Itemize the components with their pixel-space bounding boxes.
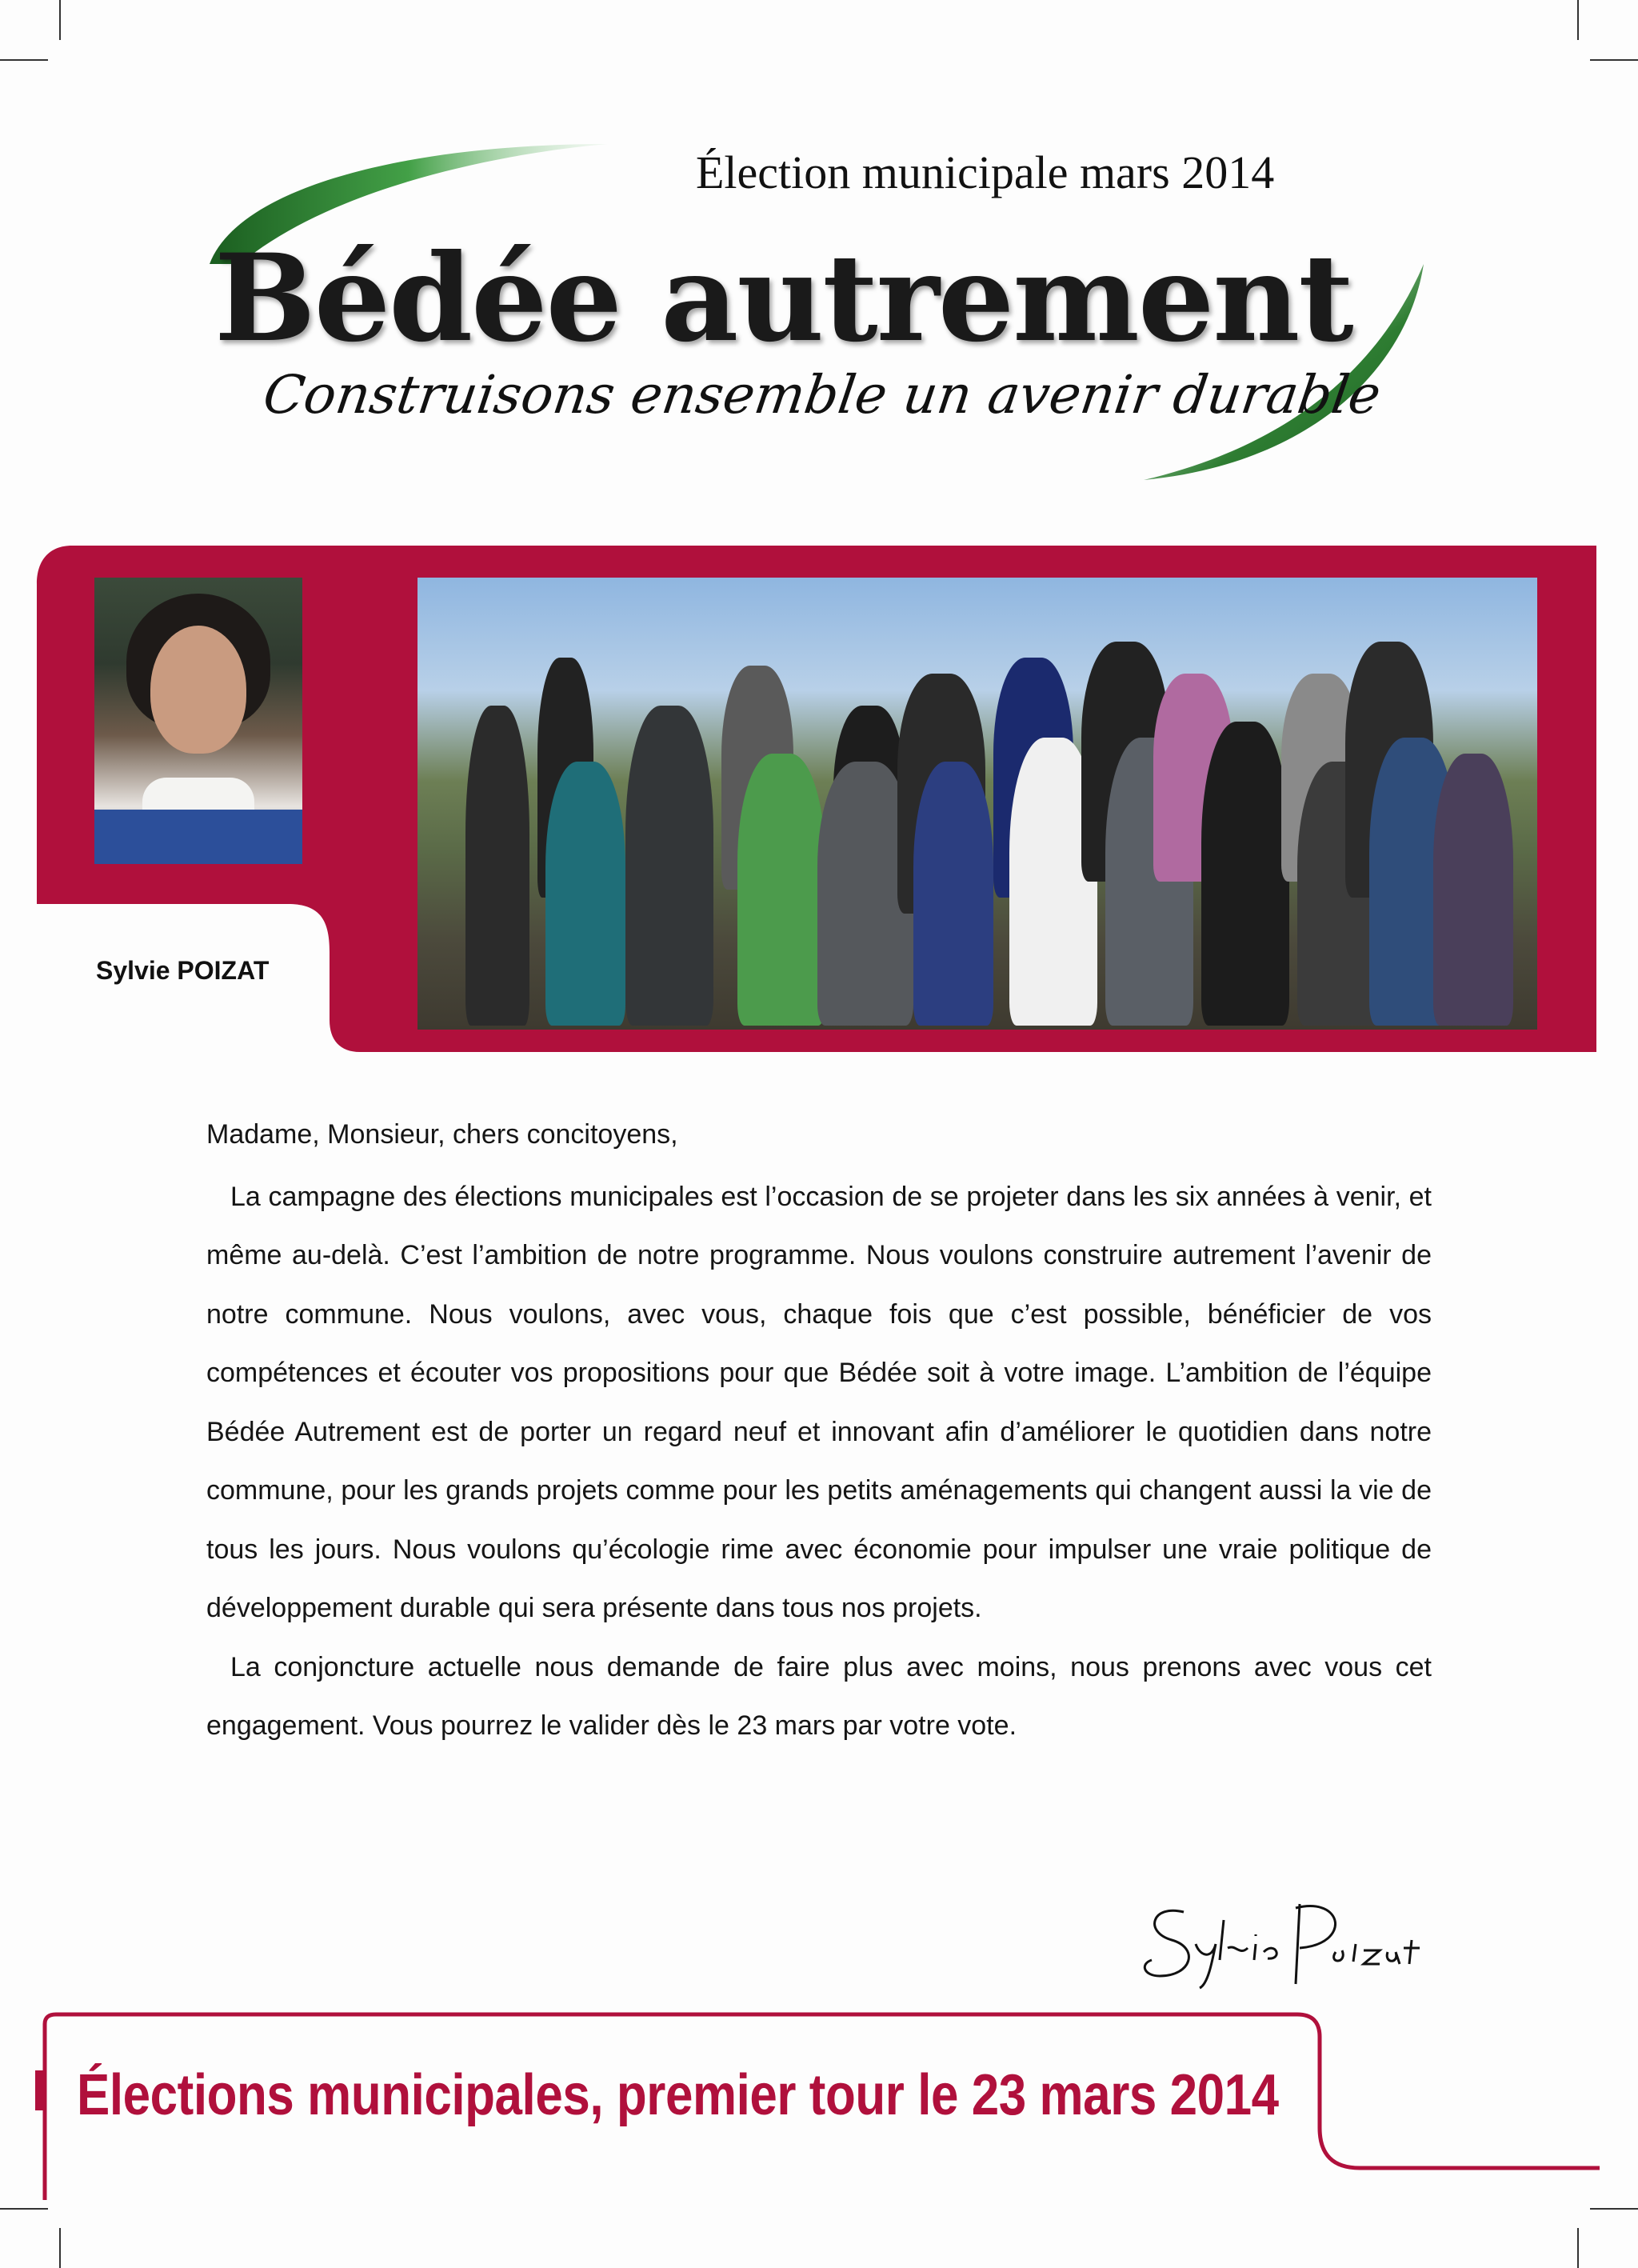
brand-title: Bédée autrement [214,228,1352,369]
candidate-portrait [94,578,302,864]
letter-greeting: Madame, Monsieur, chers concitoyens, [206,1119,678,1150]
portrait-caption: Sylvie POIZAT [96,956,270,985]
footer-election-date: Élections municipales, premier tour le 23 mars 2014 [77,2063,1279,2127]
letter-body [206,1106,1432,1756]
crop-mark [0,2208,48,2210]
handwritten-signature [1136,1888,1424,1992]
crop-mark [59,2228,61,2268]
letter-paragraph: La conjoncture actuelle nous demande de faire plus avec moins, nous prenons avec vous cet engagement. Vous pourrez le valider dès le 23 mars par votre vote. [206,1651,1432,1741]
election-subtitle: Élection municipale mars 2014 [696,146,1275,198]
crop-mark [1577,2228,1579,2268]
team-group-photo [417,578,1537,1030]
brand-tagline: Construisons ensemble un avenir durable [259,364,1385,426]
crop-mark [1590,2208,1638,2210]
letter-paragraph: La campagne des élections municipales est l’occasion de se projeter dans les six années à venir, et même au-delà. C’est l’ambition de notre programme. Nous voulons construire autrement l’avenir de notre commune. Nous voulons, avec vous, chaque fois que c’est possible, bénéficier de vos compétences et écouter vos propositions pour que Bédée soit à votre image. L’ambition de l’équipe Bédée Autrement est de porter un regard neuf et innovant afin d’améliorer le quotidien dans notre commune, pour les grands projets comme pour les petits aménagements qui changent aussi la vie de tous les jours. Nous voulons qu’écologie rime avec économie pour impulser une vraie politique de développement durable qui sera présente dans tous nos projets. [206,1181,1432,1623]
